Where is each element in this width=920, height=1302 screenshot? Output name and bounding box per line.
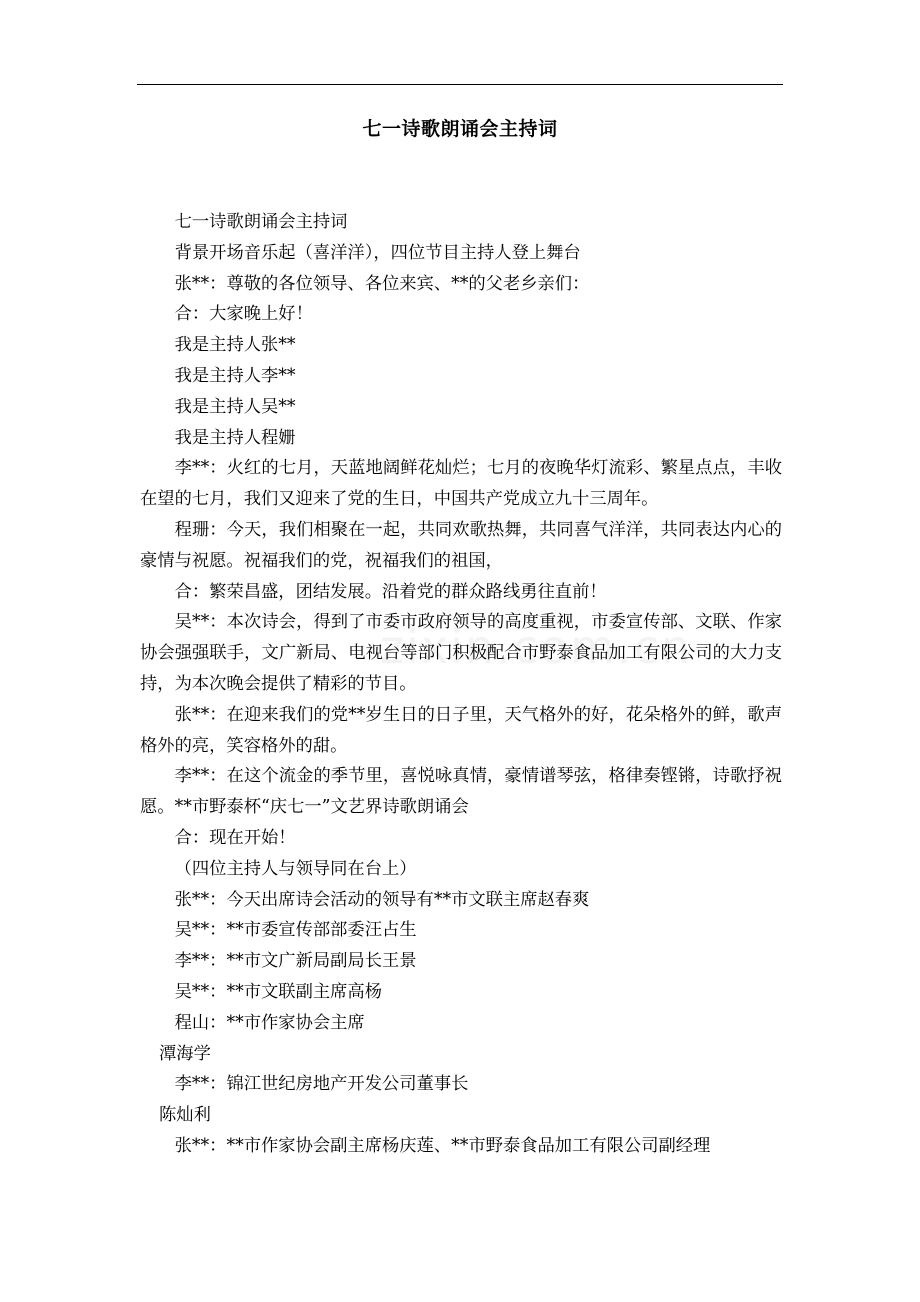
paragraph: 背景开场音乐起（喜洋洋），四位节目主持人登上舞台 <box>174 242 581 263</box>
paragraph: 张**：尊敬的各位领导、各位来宾、**的父老乡亲们： <box>174 273 590 294</box>
paragraph: （四位主持人与领导同在台上） <box>174 858 417 879</box>
paragraph: 吴**：本次诗会，得到了市委市政府领导的高度重视，市委宣传部、文联、作家协会强强联手，文广新局、电视台等部门积极配合市野泰食品加工有限公司的大力支持，为本次晚会提供了精彩的节目。 <box>140 612 782 694</box>
paragraph: 合：大家晚上好！ <box>174 304 313 325</box>
paragraph: 我是主持人李** <box>174 365 296 386</box>
header-rule <box>137 84 783 85</box>
paragraph: 张**：今天出席诗会活动的领导有**市文联主席赵春爽 <box>174 889 590 910</box>
paragraph: 我是主持人张** <box>174 335 296 356</box>
paragraph: 张**：**市作家协会副主席杨庆莲、**市野泰食品加工有限公司副经理 <box>174 1135 711 1156</box>
paragraph: 李**：锦江世纪房地产开发公司董事长 <box>174 1074 469 1095</box>
document-title: 七一诗歌朗诵会主持词 <box>362 118 558 140</box>
document-body <box>140 207 782 1162</box>
paragraph: 张**：在迎来我们的党**岁生日的日子里，天气格外的好，花朵格外的鲜，歌声格外的亮，笑容格外的甜。 <box>140 704 782 756</box>
paragraph: 潭海学 <box>159 1043 211 1064</box>
paragraph: 李**：**市文广新局副局长王景 <box>174 951 417 972</box>
paragraph: 李**：在这个流金的季节里，喜悦咏真情，豪情谱琴弦，格律奏铿锵，诗歌抒祝愿。**市野泰杯“庆七一”文艺界诗歌朗诵会 <box>140 766 782 818</box>
paragraph: 合：现在开始！ <box>174 827 296 848</box>
paragraph: 陈灿利 <box>159 1105 211 1126</box>
paragraph: 我是主持人吴** <box>174 396 296 417</box>
paragraph: 合：繁荣昌盛，团结发展。沿着党的群众路线勇往直前！ <box>174 581 607 602</box>
paragraph: 程山：**市作家协会主席 <box>174 1012 365 1033</box>
paragraph: 李**：火红的七月，天蓝地阔鲜花灿烂；七月的夜晚华灯流彩、繁星点点，丰收在望的七月，我们又迎来了党的生日，中国共产党成立九十三周年。 <box>140 458 782 510</box>
paragraph: 吴**：**市文联副主席高杨 <box>174 981 382 1002</box>
paragraph: 七一诗歌朗诵会主持词 <box>174 212 348 232</box>
paragraph: 吴**：**市委宣传部部委汪占生 <box>174 920 417 941</box>
paragraph: 我是主持人程姗 <box>174 427 296 448</box>
paragraph: 程珊：今天，我们相聚在一起，共同欢歌热舞，共同喜气洋洋，共同表达内心的豪情与祝愿。祝福我们的党，祝福我们的祖国， <box>140 519 782 571</box>
